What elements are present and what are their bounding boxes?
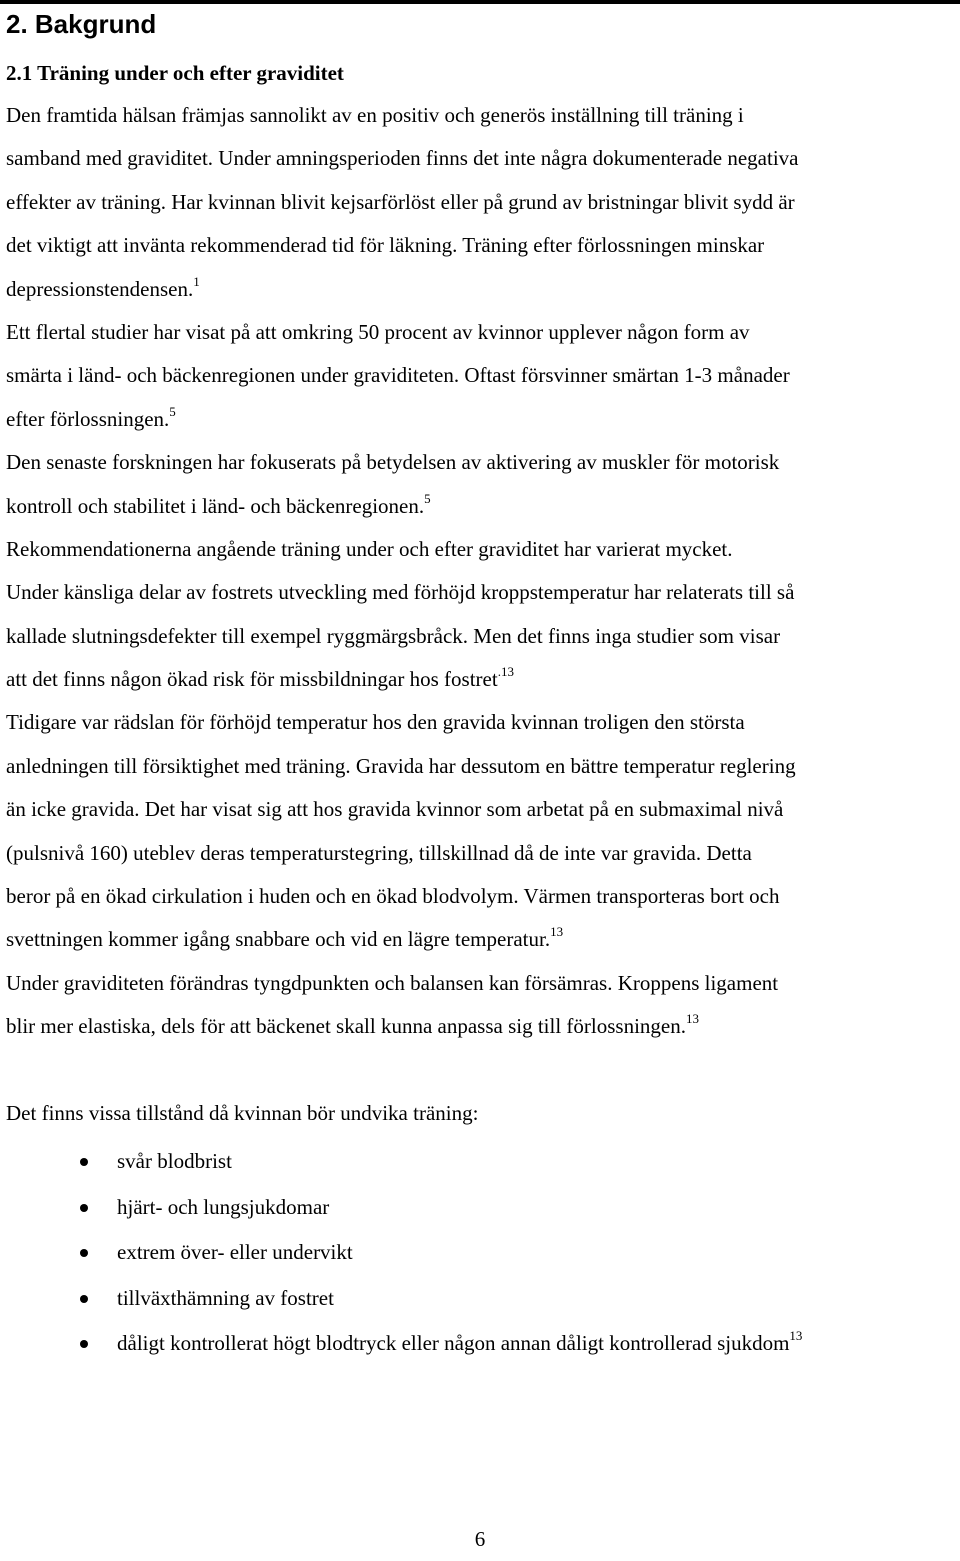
text-line: beror på en ökad cirkulation i huden och en ökad blodvolym. Värmen transporteras bort och xyxy=(6,884,780,909)
footnote-ref: 1 xyxy=(193,273,200,289)
page-number: 6 xyxy=(474,1527,486,1551)
footnote-ref: 5 xyxy=(169,403,176,419)
text-line: smärta i länd- och bäckenregionen under graviditeten. Oftast försvinner smärtan 1-3 månader xyxy=(6,363,790,388)
bullet-icon xyxy=(80,1249,88,1257)
list-item: hjärt- och lungsjukdomar xyxy=(0,1185,960,1231)
text-line: samband med graviditet. Under amningsperioden finns det inte några dokumenterade negativa xyxy=(6,146,799,171)
text-line: Tidigare var rädslan för förhöjd temperatur hos den gravida kvinnan troligen den största xyxy=(6,710,745,735)
top-rule xyxy=(0,0,960,4)
list-item: svår blodbrist xyxy=(0,1139,960,1185)
list-item: dåligt kontrollerat högt blodtryck eller någon annan dåligt kontrollerad sjukdom$^{13}$ xyxy=(0,1321,960,1367)
body-text xyxy=(6,94,956,1135)
list-intro: Det finns vissa tillstånd då kvinnan bör undvika träning: xyxy=(6,1100,479,1125)
text-line: effekter av träning. Har kvinnan blivit kejsarförlöst eller på grund av bristningar blivit sydd är xyxy=(6,189,795,214)
bullet-icon xyxy=(80,1204,88,1212)
text-line: kontroll och stabilitet i länd- och bäckenregionen.$^5$ xyxy=(6,490,431,518)
subsection-heading: 2.1 Träning under och efter graviditet xyxy=(6,61,344,85)
footnote-ref: 5 xyxy=(424,490,431,506)
text-line: det viktigt att invänta rekommenderad tid för läkning. Träning efter förlossningen minskar xyxy=(6,233,765,258)
text-line: Ett flertal studier har visat på att omkring 50 procent av kvinnor upplever någon form av xyxy=(6,319,750,344)
text-line: Under känsliga delar av fostrets utveckling med förhöjd kroppstemperatur har relaterats till så xyxy=(6,580,795,605)
text-line: depressionstendensen.$^1$ xyxy=(6,273,200,301)
section-heading: 2. Bakgrund xyxy=(6,9,157,39)
text-line: Under graviditeten förändras tyngdpunkten och balansen kan försämras. Kroppens ligament xyxy=(6,970,779,995)
bullet-icon xyxy=(80,1295,88,1303)
text-line: Den framtida hälsan främjas sannolikt av en positiv och generös inställning till träning i xyxy=(6,103,744,127)
text-line: kallade slutningsdefekter till exempel ryggmärgsbråck. Men det finns inga studier som visar xyxy=(6,623,781,648)
text-line: Rekommendationerna angående träning under och efter graviditet har varierat mycket. xyxy=(6,536,733,561)
paragraph-gap xyxy=(6,1049,956,1092)
text-line: svettningen kommer igång snabbare och vid en lägre temperatur.$^{13}$ xyxy=(6,924,564,952)
text-line: Den senaste forskningen har fokuserats på betydelsen av aktivering av muskler för motorisk xyxy=(6,450,780,475)
footnote-ref: 13 xyxy=(686,1011,699,1027)
footnote-ref: 13 xyxy=(550,924,564,940)
text-line: anledningen till försiktighet med träning. Gravida har dessutom en bättre temperatur reglering xyxy=(6,753,796,778)
text-line: (pulsnivå 160) uteblev deras temperaturstegring, tillskillnad då de inte var gravida. Detta xyxy=(6,840,752,865)
footnote-ref: 13 xyxy=(789,1328,803,1343)
text-line: blir mer elastiska, dels för att bäckenet skall kunna anpassa sig till förlossningen.$^{13}$ xyxy=(6,1011,699,1039)
text-line: efter förlossningen.$^5$ xyxy=(6,403,176,431)
conditions-list xyxy=(0,1139,960,1367)
bullet-icon xyxy=(80,1340,88,1348)
footnote-ref: .13 xyxy=(497,664,514,680)
text-line: att det finns någon ökad risk för missbildningar hos fostret$^{.13}$ xyxy=(6,664,514,692)
text-line: än icke gravida. Det har visat sig att hos gravida kvinnor som arbetat på en submaximal nivå xyxy=(6,797,784,822)
list-item: extrem över- eller undervikt xyxy=(0,1230,960,1276)
bullet-icon xyxy=(80,1158,88,1166)
list-item: tillväxthämning av fostret xyxy=(0,1276,960,1322)
